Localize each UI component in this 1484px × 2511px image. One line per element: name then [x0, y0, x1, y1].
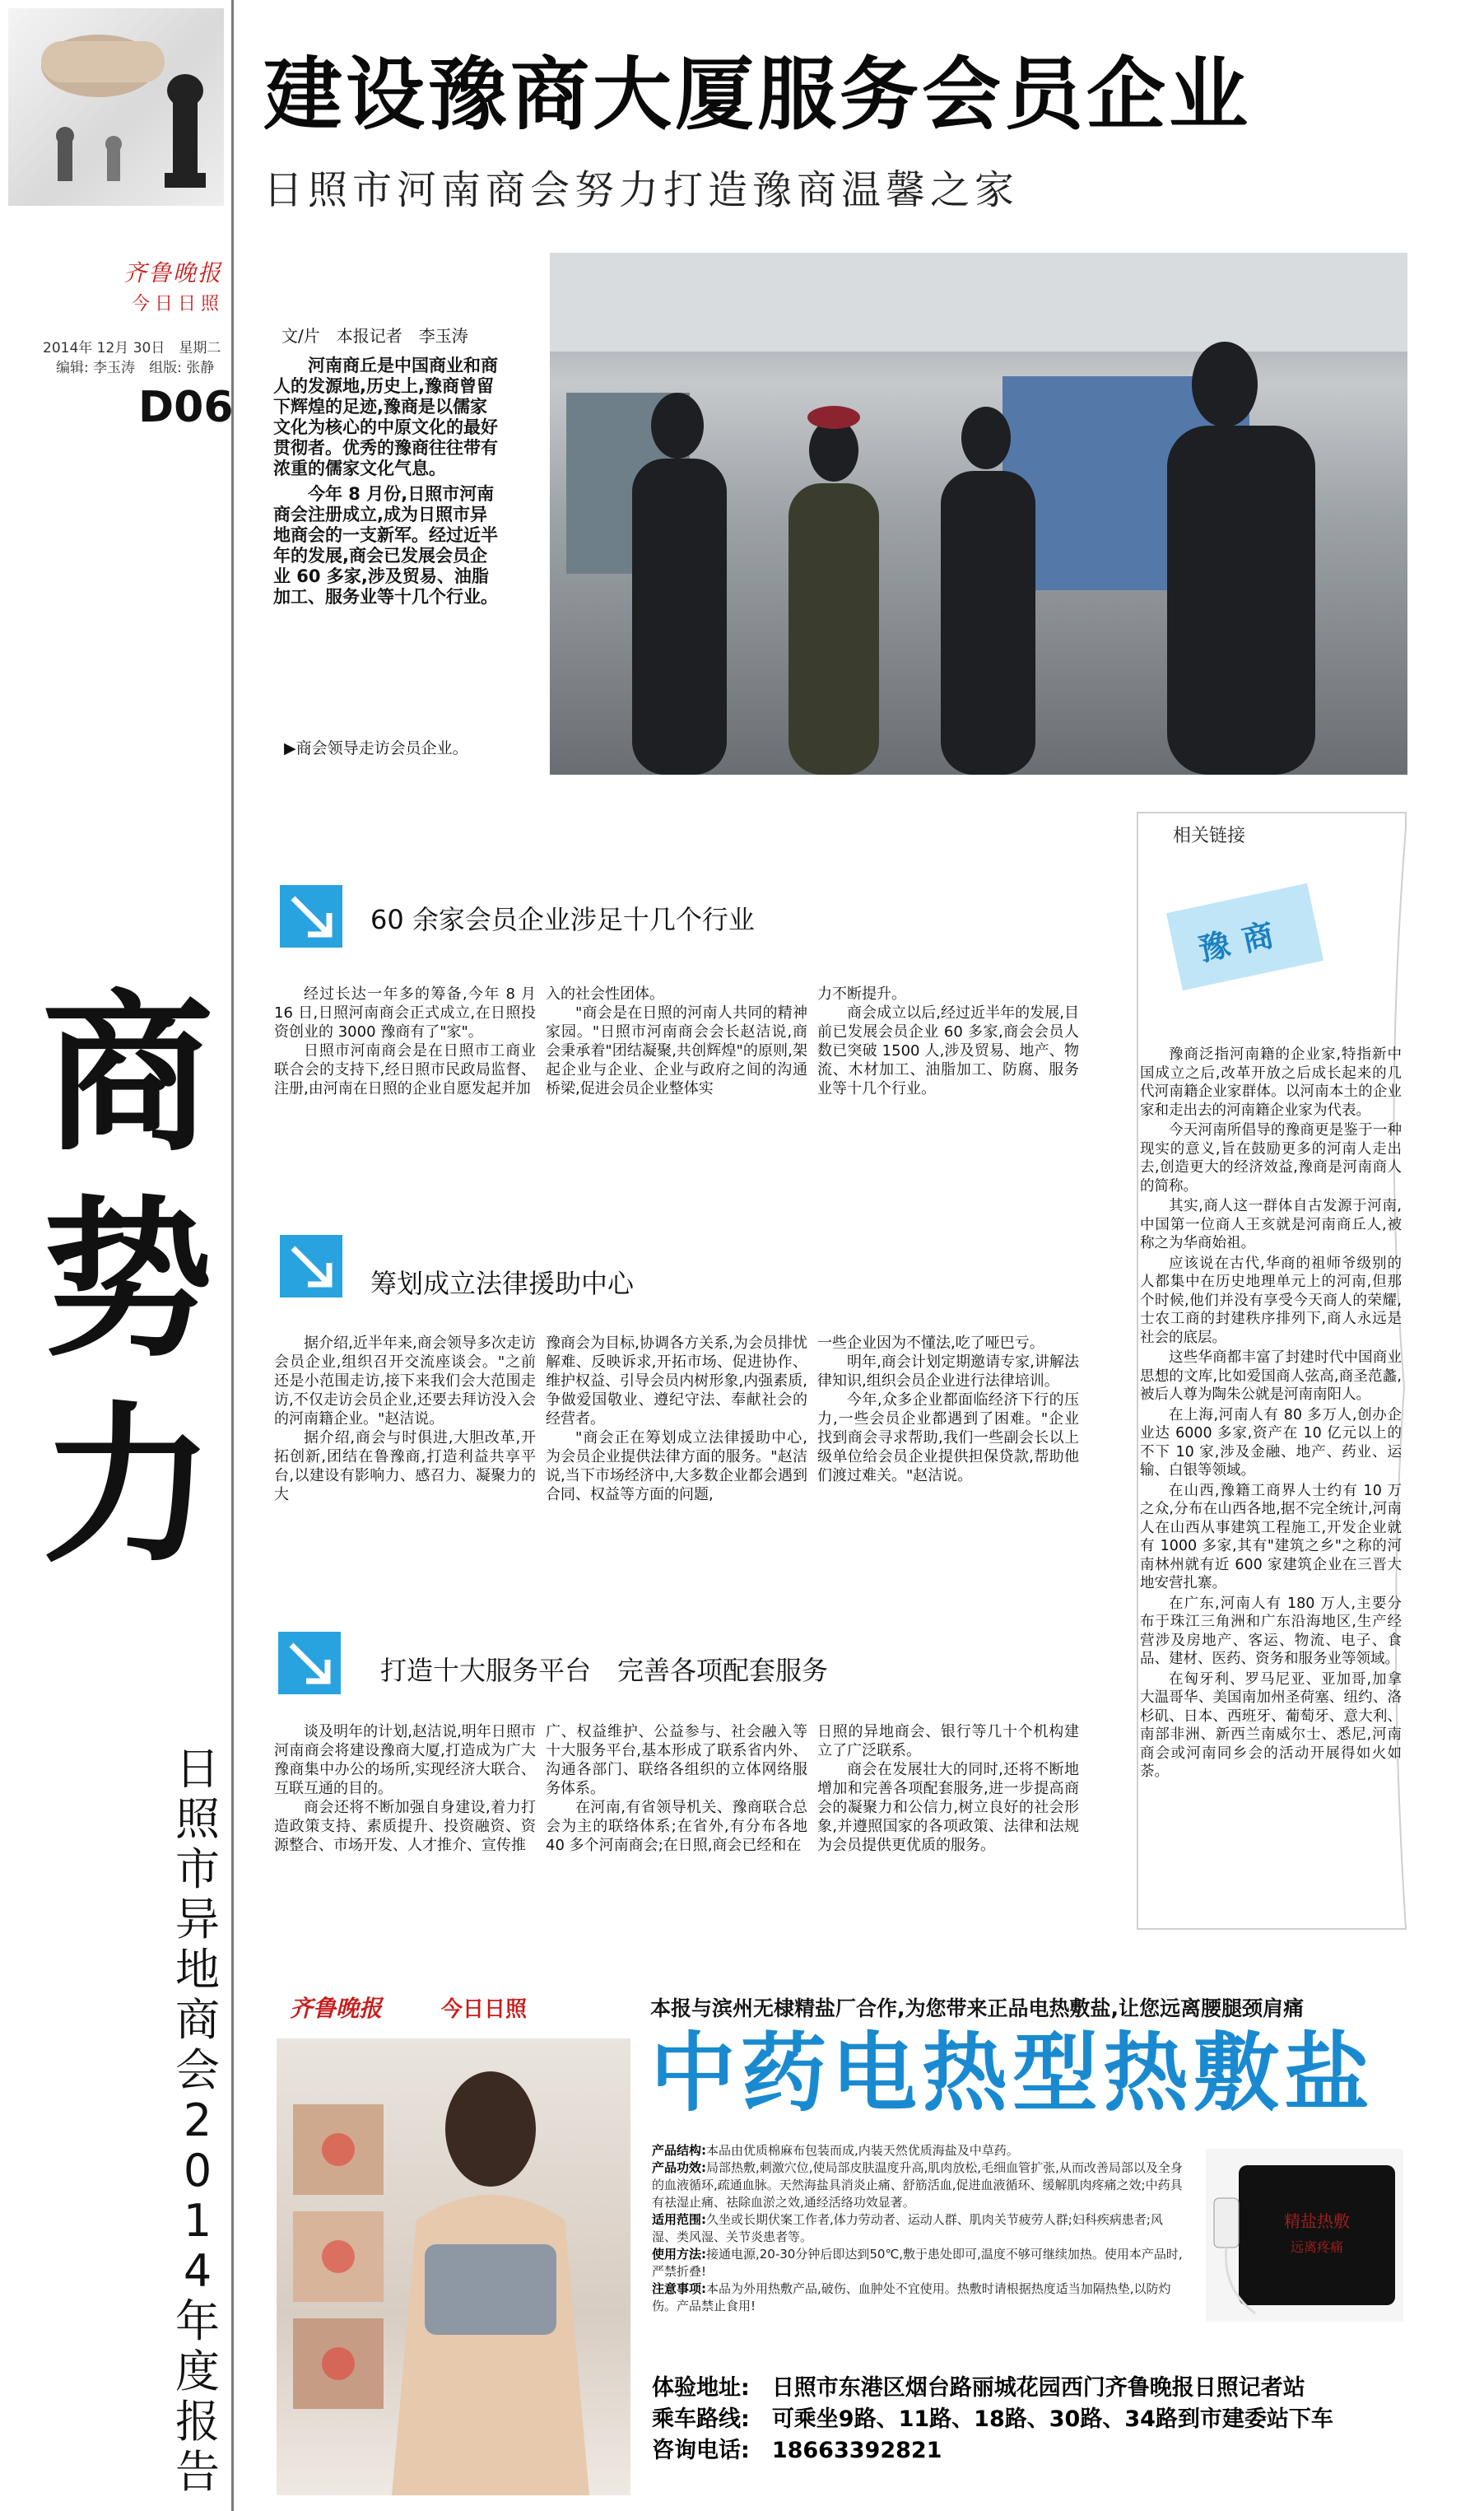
related-badge-text: 豫商 — [1195, 914, 1291, 968]
ad-contact-value: 18663392821 — [771, 2438, 942, 2463]
paragraph: 今年,众多企业都面临经济下行的压力,一些会员企业都遇到了困难。"企业找到商会寻求帮助,我们一些副会长以上级单位给会员企业提供担保贷款,帮助他们渡过难关。"赵洁说。 — [817, 1391, 1079, 1484]
byline: 文/片 本报记者 李玉涛 — [281, 326, 468, 346]
ad-contact-block — [652, 2373, 1333, 2467]
paragraph: 一些企业因为不懂法,吃了哑巴亏。 — [817, 1335, 1044, 1352]
related-paragraph: 在上海,河南人有 80 多万人,创办企业达 6000 多家,资产在 10 亿元以上的不下 10 家,涉及金融、地产、药业、运输、白银等领域。 — [1140, 1406, 1402, 1479]
ad-contact-row — [652, 2373, 1333, 2404]
paragraph: 商会成立以后,经过近半年的发展,目前已发展会员企业 60 多家,商会会员人数已突破 1500 人,涉及贸易、地产、物流、木材加工、油脂加工、防腐、服务业等十几个行业。 — [817, 1004, 1079, 1097]
ad-product-label: 远离疼痛 — [1290, 2239, 1344, 2255]
ad-product-label: 精盐热敷 — [1284, 2211, 1350, 2231]
paragraph: 商会还将不断加强自身建设,着力打造政策支持、素质提升、投资融资、资源整合、市场开发、人才推介、宣传推 — [274, 1799, 536, 1854]
subheadline: 日照市河南商会努力打造豫商温馨之家 — [263, 167, 1020, 213]
editor-credits: 编辑: 李玉涛 组版: 张静 — [56, 360, 215, 376]
ad-headline: 本报与滨州无棣精盐厂合作,为您带来正品电热敷盐,让您远离腰腿颈肩痛 — [650, 1996, 1304, 2020]
brand-name: 齐鲁晚报 — [123, 259, 223, 287]
ad-product-info — [652, 2142, 1187, 2315]
ad-info-text: 本品由优质棉麻布包装而成,内装天然优质海盐及中草药。 — [706, 2143, 1019, 2158]
ad-info-label: 注意事项: — [652, 2281, 706, 2296]
news-photo — [550, 253, 1407, 775]
paragraph: 明年,商会计划定期邀请专家,讲解法律知识,组织会员企业进行法律培训。 — [817, 1353, 1079, 1390]
related-paragraph: 今天河南所倡导的豫商更是鉴于一种现实的意义,旨在鼓励更多的河南人走出去,创造更大的经济效益,豫商是河南商人的简称。 — [1140, 1122, 1402, 1195]
arrow-down-right-icon — [278, 1632, 341, 1694]
headline: 建设豫商大厦服务会员企业 — [263, 49, 1251, 141]
ad-info-text: 本品为外用热敷产品,破伤、血肿处不宜使用。热敷时请根据热度适当加隔热垫,以防灼伤。产品禁止食用! — [652, 2281, 1171, 2313]
section-icon-3 — [278, 1632, 341, 1694]
section-1-column-3 — [817, 985, 1079, 1098]
ad-contact-label: 咨询电话: — [652, 2438, 750, 2463]
arrow-down-right-icon — [280, 885, 342, 948]
paragraph: 日照的异地商会、银行等几十个机构建立了广泛联系。 — [817, 1723, 1079, 1759]
paragraph: "商会正在筹划成立法律援助中心,为会员企业提供法律方面的服务。"赵洁说,当下市场经济中,大多数企业都会遇到合同、权益等方面的问题, — [546, 1429, 807, 1503]
ad-product-title: 中药电热型热敷盐 — [650, 2023, 1375, 2123]
related-paragraph: 应该说在古代,华商的祖师爷级别的人都集中在历史地理单元上的河南,但那个时候,他们并没有享受今天商人的荣耀,士农工商的封建秩序排列下,商人永远是社会的底层。 — [1140, 1255, 1402, 1346]
ad-contact-label: 体验地址: — [652, 2375, 750, 2401]
paragraph: 商会在发展壮大的同时,还将不断地增加和完善各项配套服务,进一步提高商会的凝聚力和公信力,树立良好的社会形象,并遵照国家的各项政策、法律和法规为会员提供更优质的服务。 — [817, 1761, 1079, 1854]
paragraph: "商会是在日照的河南人共同的精神家园。"日照市河南商会会长赵洁说,商会秉承着"团结凝聚,共创辉煌"的原则,架起企业与企业、企业与政府之间的沟通桥梁,促进会员企业整体实 — [546, 1004, 807, 1097]
ad-info-label: 产品结构: — [652, 2143, 706, 2158]
related-paragraph: 在广东,河南人有 180 万人,主要分布于珠江三角洲和广东沿海地区,生产经营涉及房地产、客运、物流、电子、食品、建材、医药、资务和服务业等领域。 — [1140, 1595, 1402, 1667]
paragraph: 据介绍,商会与时俱进,大胆改革,开拓创新,团结在鲁豫商,打造利益共享平台,以建设有影响力、感召力、凝聚力的大 — [274, 1429, 536, 1503]
section-3-column-3 — [817, 1722, 1079, 1855]
ad-info-row — [652, 2246, 1187, 2280]
related-paragraph: 这些华商都丰富了封建时代中国商业思想的文库,比如爱国商人弦高,商圣范蠡,被后人尊为陶朱公就是河南南阳人。 — [1140, 1349, 1402, 1403]
related-paragraph: 豫商泛指河南籍的企业家,特指新中国成立之后,改革开放之后成长起来的几代河南籍企业家群体。以河南本土的企业家和走出去的河南籍企业家为代表。 — [1140, 1046, 1402, 1119]
section-title-2: 筹划成立法律援助中心 — [370, 1268, 635, 1299]
paragraph: 据介绍,近半年来,商会领导多次走访会员企业,组织召开交流座谈会。"之前还是小范围走访,接下来我们会大范围走访,不仅走访会员企业,还要去拜访没入会的河南籍企业。"赵洁说。 — [274, 1335, 536, 1428]
lead-paragraph: 今年 8 月份,日照市河南商会注册成立,成为日照市异地商会的一支新军。经过近半年的发展,商会已发展会员企业 60 多家,涉及贸易、油脂加工、服务业等十几个行业。 — [273, 484, 498, 607]
paragraph: 谈及明年的计划,赵洁说,明年日照市河南商会将建设豫商大厦,打造成为广大豫商集中办公的场所,实现经济大联合、互联互通的目的。 — [274, 1723, 536, 1797]
paragraph: 入的社会性团体。 — [546, 985, 664, 1003]
edition-name: 今日日照 — [132, 294, 225, 314]
paragraph: 在河南,有省领导机关、豫商联合总会为主的联络体系;在省外,有分布各地 40 多个河南商会;在日照,商会已经和在 — [546, 1799, 807, 1854]
ad-info-text: 久坐或长期伏案工作者,体力劳动者、运动人群、肌肉关节疲劳人群;妇科疾病患者;风湿、类风湿、关节炎患者等。 — [652, 2212, 1163, 2244]
ad-info-text: 局部热敷,刺激穴位,使局部皮肤温度升高,肌肉放松,毛细血管扩张,从而改善局部以及全身的血液循环,疏通血脉。天然海盐具消炎止痛、舒筋活血,促进血液循环、缓解肌肉疼痛之效;中药具有祛湿止痛、祛除血淤之效,通经活络功效显著。 — [652, 2160, 1183, 2210]
ad-edition: 今日日照 — [441, 1997, 528, 2022]
lead-paragraph: 河南商丘是中国商业和商人的发源地,历史上,豫商曾留下辉煌的足迹,豫商是以儒家文化为核心的中原文化的最好贯彻者。优秀的豫商往往带有浓重的儒家文化气息。 — [273, 356, 498, 478]
ad-product-photo — [1206, 2149, 1403, 2322]
section-2-column-2 — [546, 1334, 807, 1504]
ad-info-label: 使用方法: — [652, 2247, 706, 2262]
related-links-header: 相关链接 — [1173, 826, 1246, 846]
ad-info-label: 产品功效: — [652, 2160, 706, 2175]
ad-model-photo — [277, 2038, 630, 2495]
arrow-down-right-icon — [280, 1235, 342, 1297]
related-paragraph: 在山西,豫籍工商界人士约有 10 万之众,分布在山西各地,据不完全统计,河南人在山西从事建筑工程施工,开发企业就有 1000 多家,其有"建筑之乡"之称的河南林州就有近 600 家建筑企业在三晋大地安营扎寨。 — [1140, 1482, 1402, 1591]
ad-info-row — [652, 2280, 1187, 2315]
ad-contact-label: 乘车路线: — [652, 2406, 750, 2432]
ad-contact-row — [652, 2435, 1333, 2467]
section-icon-1 — [280, 885, 342, 948]
photo-caption: ▶商会领导走访会员企业。 — [284, 739, 468, 757]
section-3-column-2 — [546, 1722, 807, 1855]
paragraph: 日照市河南商会是在日照市工商业联合会的支持下,经日照市民政局监督、注册,由河南在日照的企业自愿发起并加 — [274, 1042, 536, 1097]
vertical-divider — [231, 0, 234, 2511]
ad-info-row — [652, 2142, 1187, 2159]
section-1-column-1 — [274, 985, 536, 1098]
section-icon-2 — [280, 1235, 342, 1297]
section-2-column-3 — [817, 1334, 1079, 1485]
section-title-1: 60 余家会员企业涉足十几个行业 — [370, 904, 755, 935]
paragraph: 力不断提升。 — [817, 985, 906, 1003]
ad-brand-logo: 齐鲁晚报 — [290, 1995, 383, 2022]
section-2-column-1 — [274, 1334, 536, 1504]
ad-contact-value: 可乘坐9路、11路、18路、30路、34路到市建委站下车 — [771, 2406, 1333, 2432]
ad-contact-value: 日照市东港区烟台路丽城花园西门齐鲁晚报日照记者站 — [771, 2375, 1305, 2401]
related-paragraph: 在匈牙利、罗马尼亚、亚加哥,加拿大温哥华、美国南加州圣荷塞、纽约、洛杉矶、日本、西班牙、葡萄牙、意大利、南部非洲、新西兰南威尔士、悉尼,河南商会或河南同乡会的活动开展得如火如荼。 — [1140, 1670, 1402, 1780]
section-3-column-1 — [274, 1722, 536, 1855]
related-text — [1140, 1046, 1402, 1783]
vertical-subtitle: 日照市异地商会2014年度报告 — [175, 1743, 220, 2498]
paragraph: 广、权益维护、公益参与、社会融入等十大服务平台,基本形成了联系省内外、沟通各部门、联络各组织的立体网络服务体系。 — [546, 1723, 807, 1797]
chess-piece-icon — [8, 8, 224, 206]
section-title-3: 打造十大服务平台 完善各项配套服务 — [380, 1655, 829, 1686]
paragraph: 经过长达一年多的筹备,今年 8 月 16 日,日照河南商会正式成立,在日照投资创业的 3000 豫商有了"家"。 — [274, 985, 536, 1041]
ad-info-label: 适用范围: — [652, 2212, 706, 2227]
ad-info-text: 接通电源,20-30分钟后即达到50℃,敷于患处即可,温度不够可继续加热。使用本产品时,严禁折叠! — [652, 2247, 1183, 2279]
related-paragraph: 其实,商人这一群体自古发源于河南,中国第一位商人王亥就是河南商丘人,被称之为华商始祖。 — [1140, 1198, 1402, 1251]
lead-text — [273, 356, 504, 613]
section-1-column-2 — [546, 985, 807, 1098]
ad-info-row — [652, 2211, 1187, 2246]
ad-info-row — [652, 2159, 1187, 2211]
page-number: D06 — [138, 383, 234, 432]
chess-photo — [8, 8, 224, 206]
paragraph: 豫商会为目标,协调各方关系,为会员排忧解难、反映诉求,开拓市场、促进协作、维护权益、引导会员内树形象,内强素质,争做爱国敬业、遵纪守法、奉献社会的经营者。 — [546, 1335, 807, 1428]
issue-date: 2014年 12月 30日 星期二 — [43, 340, 221, 356]
ad-contact-row — [652, 2404, 1333, 2435]
column-title-calligraphy: 商势力 — [42, 974, 213, 1586]
